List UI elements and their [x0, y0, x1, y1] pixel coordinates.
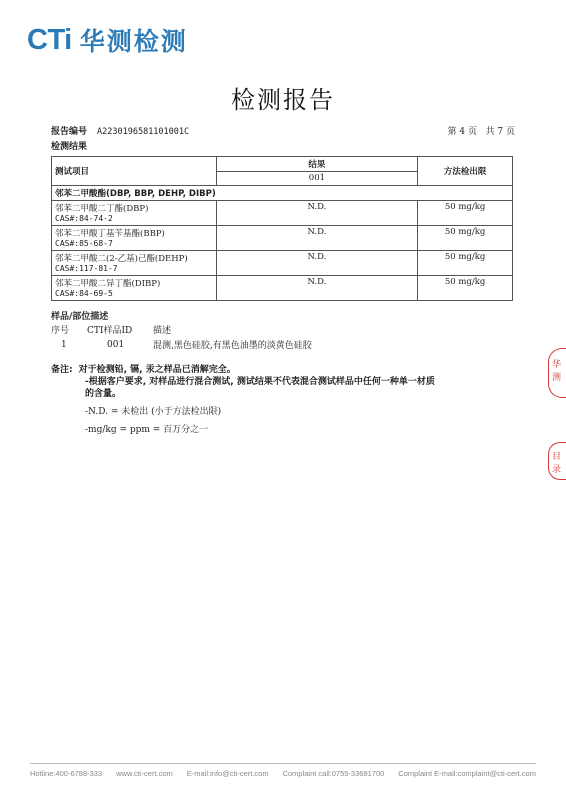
seal-stamp-bottom	[548, 442, 566, 480]
report-number-value: A2230196581101001C	[97, 127, 190, 137]
samples-col-no: 序号	[51, 326, 70, 336]
analyte-cas: CAS#:117-81-7	[55, 264, 118, 273]
analyte-cas: CAS#:85-68-7	[55, 239, 113, 248]
footer-website: www.cti-cert.com	[116, 769, 173, 778]
analyte-name: 邻苯二甲酸丁基苄基酯(BBP)	[55, 229, 165, 239]
samples-list	[51, 322, 312, 352]
logo-latin-text: CTi	[27, 23, 72, 56]
table-header-row	[52, 157, 513, 172]
samples-section-title: 样品/部位描述	[51, 312, 109, 322]
remarks-line-3: 的含量。	[85, 389, 122, 399]
analyte-name: 邻苯二甲酸二异丁酯(DIBP)	[55, 279, 161, 289]
footer	[30, 769, 536, 778]
seal-stamp-top-text: 华测	[552, 360, 562, 383]
table-group-row	[52, 186, 513, 201]
company-logo	[27, 22, 188, 58]
col-header-result: 结果	[216, 157, 417, 172]
seal-stamp-top	[548, 348, 566, 398]
results-table	[51, 156, 513, 301]
table-row	[52, 226, 513, 251]
footer-complaint-call: Complaint call:0755-33681700	[282, 769, 385, 778]
analyte-name: 邻苯二甲酸二丁酯(DBP)	[55, 204, 149, 214]
result-value: N.D.	[216, 226, 417, 251]
report-title: 检测报告	[231, 86, 335, 114]
footer-divider	[30, 763, 536, 764]
table-row	[52, 201, 513, 226]
logo-cjk-text: 华测检测	[79, 27, 188, 56]
sample-no: 1	[61, 339, 67, 350]
group-label: 邻苯二甲酸酯(DBP, BBP, DEHP, DIBP)	[52, 186, 513, 201]
report-number-label: 报告编号	[51, 127, 88, 137]
results-section-title: 检测结果	[51, 142, 88, 152]
analyte-cas: CAS#:84-74-2	[55, 214, 113, 223]
analyte-cas: CAS#:84-69-5	[55, 289, 113, 298]
remarks-line-5: -mg/kg = ppm = 百万分之一	[85, 425, 209, 435]
mdl-value: 50 mg/kg	[418, 251, 513, 276]
mdl-value: 50 mg/kg	[418, 201, 513, 226]
sample-desc: 混测,黑色硅胶,有黑色油墨的淡黄色硅胶	[153, 341, 312, 351]
seal-stamp-bottom-text: 目录	[552, 452, 562, 475]
footer-email: E-mail:info@cti-cert.com	[186, 769, 269, 778]
col-header-item: 测试项目	[52, 157, 217, 186]
remarks-label: 备注:	[51, 365, 73, 375]
footer-complaint-email: Complaint E-mail:complaint@cti-cert.com	[398, 769, 536, 778]
analyte-name: 邻苯二甲酸二(2-乙基)己酯(DEHP)	[55, 254, 188, 264]
sample-id: 001	[107, 339, 125, 350]
remarks-line-4: -N.D. = 未检出 (小于方法检出限)	[85, 407, 222, 417]
table-row	[52, 276, 513, 301]
page-indicator: 第 4 页 共 7 页	[447, 127, 515, 137]
mdl-value: 50 mg/kg	[418, 226, 513, 251]
result-value: N.D.	[216, 201, 417, 226]
remarks-line-1: 对于检测铅, 镉, 汞之样品已消解完全。	[78, 365, 236, 375]
samples-col-id: CTI样品ID	[87, 326, 133, 336]
remarks-line-2: -根据客户要求, 对样品进行混合测试, 测试结果不代表混合测试样品中任何一种单一材质	[85, 377, 435, 387]
result-value: N.D.	[216, 276, 417, 301]
result-value: N.D.	[216, 251, 417, 276]
footer-hotline: Hotline:400-6788-333	[30, 769, 103, 778]
col-header-mdl: 方法检出限	[418, 157, 513, 186]
samples-header-row	[51, 322, 312, 337]
mdl-value: 50 mg/kg	[418, 276, 513, 301]
remarks	[51, 364, 435, 436]
report-number	[51, 124, 189, 137]
samples-col-desc: 描述	[153, 326, 172, 336]
col-header-sample: 001	[216, 172, 417, 186]
table-row	[52, 251, 513, 276]
list-item	[51, 337, 312, 352]
